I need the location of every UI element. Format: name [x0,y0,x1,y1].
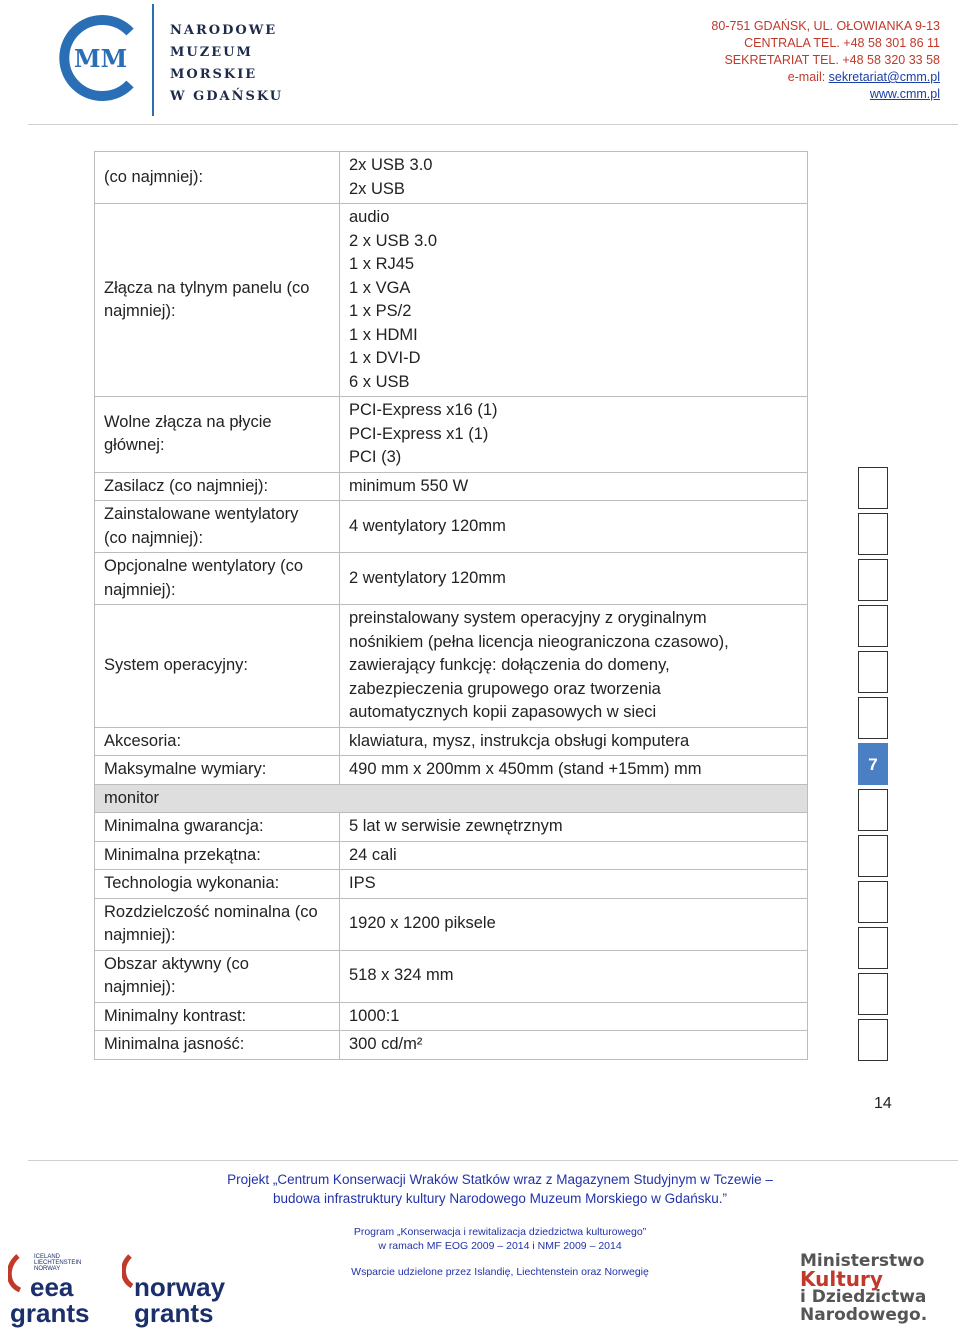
project-title-line: Projekt „Centrum Konserwacji Wraków Statków wraz z Magazynem Studyjnym w Tczewie – [227,1172,773,1187]
spec-label [95,553,340,605]
spec-value-line: 4 wentylatory 120mm [349,516,506,535]
side-tab[interactable] [858,467,888,509]
spec-label [95,397,340,473]
spec-row [95,501,808,553]
ministry-logo [800,1252,927,1324]
spec-value-line: preinstalowany system operacyjny z oryginalnym [349,609,707,627]
spec-value-line: PCI-Express x1 (1) [349,424,489,443]
spec-label-line: Minimalna przekątna: [104,845,261,864]
program-info [300,1225,700,1253]
spec-value [340,553,808,605]
spec-label-line: najmniej): [104,926,176,944]
spec-label-line: Minimalna gwarancja: [104,817,264,835]
side-tab[interactable] [858,651,888,693]
ministry-logo-line: Narodowego. [800,1305,928,1325]
eea-grants-logo [8,1250,118,1332]
spec-value-line: 1 x DVI-D [349,349,421,367]
spec-value-line: audio [349,208,390,226]
spec-label-line: Opcjonalne wentylatory (co [104,557,304,575]
program-line: Program „Konserwacja i rewitalizacja dziedzictwa kulturowego” [353,1226,647,1238]
side-tab[interactable] [858,605,888,647]
spec-row [95,870,808,899]
spec-label [95,605,340,728]
spec-row [95,756,808,785]
spec-row [95,727,808,756]
side-tab[interactable] [858,835,888,877]
spec-value-line: PCI (3) [349,448,402,466]
spec-value [340,1002,808,1031]
spec-label-line: Wolne złącza na płycie [104,412,272,431]
spec-value [340,756,808,785]
spec-value [340,152,808,204]
spec-label-line: (co najmniej): [104,167,204,186]
spec-value-line: klawiatura, mysz, instrukcja obsługi komputera [349,731,690,750]
spec-value-line: zabezpieczenia grupowego oraz tworzenia [349,679,661,698]
spec-label-line: Minimalna jasność: [104,1035,245,1053]
page-number: 14 [874,1095,892,1112]
museum-name-line: MUZEUM [170,45,253,60]
spec-label [95,472,340,501]
svg-text:MM: MM [74,44,128,73]
ministry-logo-line: Kultury [800,1267,883,1291]
spec-label-line: najmniej): [104,580,176,599]
spec-label-line: Zasilacz (co najmniej): [104,476,269,495]
header-divider [28,124,958,125]
spec-row [95,553,808,605]
spec-value-line: IPS [349,874,376,892]
spec-label-line: Rozdzielczość nominalna (co [104,902,318,921]
museum-name-line: W GDAŃSKU [170,89,284,104]
spec-value [340,501,808,553]
spec-row [95,605,808,728]
spec-row [95,1002,808,1031]
email-line [711,69,940,86]
project-title-line: budowa infrastruktury kultury Narodowego Muzeum Morskiego w Gdańsku.” [273,1191,727,1206]
museum-name-line: NARODOWE [170,23,278,38]
svg-text:eea: eea [30,1272,74,1302]
svg-text:NORWAY: NORWAY [34,1266,61,1272]
spec-label-line: System operacyjny: [104,656,248,674]
svg-text:grants: grants [10,1298,90,1328]
side-tab[interactable] [858,559,888,601]
footer-divider [28,1160,958,1161]
spec-row [95,204,808,397]
support-text: Wsparcie udzielone przez Islandię, Liechtenstein oraz Norwegię [351,1266,649,1278]
spec-value [340,1031,808,1060]
spec-value [340,204,808,397]
section-header-row [95,784,808,813]
spec-value-line: nośnikiem (pełna licencja nieograniczona czasowo), [349,632,729,651]
spec-table-body [95,152,808,1060]
program-line: w ramach MF EOG 2009 – 2014 i NMF 2009 – 2014 [378,1240,622,1252]
ministry-logo-line: i Dziedzictwa [800,1287,927,1307]
spec-value [340,841,808,870]
logo-divider [152,4,154,116]
phone-central: CENTRALA TEL. +48 58 301 86 11 [744,36,940,50]
spec-label-line: Złącza na tylnym panelu (co [104,278,310,297]
museum-logo-mark [52,14,140,102]
email-link[interactable]: sekretariat@cmm.pl [828,70,940,84]
spec-value-line: 2 x USB 3.0 [349,231,438,250]
spec-value-line: 2x USB 3.0 [349,156,433,174]
svg-text:ICELAND: ICELAND [34,1254,61,1260]
spec-value-line: 300 cd/m² [349,1035,423,1053]
spec-value-line: 24 cali [349,845,397,864]
side-tab[interactable] [858,973,888,1015]
spec-row [95,950,808,1002]
spec-value-line: 1 x RJ45 [349,255,415,273]
spec-value-line: 518 x 324 mm [349,966,454,985]
side-tab[interactable] [858,881,888,923]
spec-value-line: 1 x HDMI [349,325,418,344]
spec-value-line: 2 wentylatory 120mm [349,568,506,587]
spec-table [94,151,808,1060]
side-tab[interactable] [858,697,888,739]
spec-value [340,950,808,1002]
spec-row [95,1031,808,1060]
side-tab[interactable] [858,789,888,831]
spec-value-line: 6 x USB [349,372,410,391]
spec-label [95,1031,340,1060]
spec-label [95,756,340,785]
spec-row [95,898,808,950]
spec-label-line: Technologia wykonania: [104,874,280,892]
spec-value-line: 1 x VGA [349,278,411,297]
spec-label-line: Zainstalowane wentylatory [104,505,299,523]
website-link[interactable]: www.cmm.pl [869,87,940,101]
section-title: monitor [95,784,808,813]
svg-text:LIECHTENSTEIN: LIECHTENSTEIN [34,1260,82,1266]
spec-label-line: głównej: [104,436,165,455]
spec-value [340,397,808,473]
side-tab-active[interactable]: 7 [858,743,888,785]
spec-label-line: (co najmniej): [104,528,204,547]
museum-name-line: MORSKIE [170,67,258,82]
spec-label [95,950,340,1002]
spec-value-line: 1920 x 1200 piksele [349,914,496,933]
spec-label [95,204,340,397]
spec-label-line: najmniej): [104,302,176,320]
side-tab[interactable] [858,1019,888,1061]
spec-label-line: Obszar aktywny (co [104,954,249,973]
spec-value-line: 1000:1 [349,1006,400,1025]
spec-label [95,841,340,870]
spec-value [340,870,808,899]
spec-row [95,472,808,501]
side-tab[interactable] [858,513,888,555]
spec-value [340,727,808,756]
svg-text:grants: grants [134,1298,214,1328]
spec-label [95,152,340,204]
spec-row [95,813,808,842]
spec-row [95,152,808,204]
svg-text:norway: norway [134,1272,226,1302]
spec-table-container [94,151,808,1060]
spec-value-line: automatycznych kopii zapasowych w sieci [349,703,657,721]
spec-label [95,501,340,553]
spec-value-line: 1 x PS/2 [349,302,412,320]
ministry-logo-line: Ministerstwo [800,1251,925,1271]
spec-value [340,472,808,501]
side-tab[interactable] [858,927,888,969]
address: 80-751 GDAŃSK, UL. OŁOWIANKA 9-13 [711,19,940,33]
spec-label-line: Minimalny kontrast: [104,1006,247,1025]
spec-value [340,813,808,842]
spec-label-line: Maksymalne wymiary: [104,760,267,778]
spec-row [95,397,808,473]
contact-block [711,18,940,103]
spec-label [95,870,340,899]
project-title [200,1170,800,1208]
spec-value-line: 490 mm x 200mm x 450mm (stand +15mm) mm [349,760,702,778]
email-label: e-mail: [787,70,829,84]
spec-value [340,898,808,950]
spec-value [340,605,808,728]
spec-label-line: najmniej): [104,978,176,996]
spec-row [95,841,808,870]
spec-value-line: 5 lat w serwisie zewnętrznym [349,817,563,835]
spec-label [95,727,340,756]
museum-name [170,20,283,108]
spec-label-line: Akcesoria: [104,731,182,750]
spec-label [95,813,340,842]
spec-value-line: minimum 550 W [349,476,469,495]
spec-value-line: PCI-Express x16 (1) [349,401,498,419]
phone-secretariat: SEKRETARIAT TEL. +48 58 320 33 58 [724,53,940,67]
spec-label [95,898,340,950]
spec-value-line: zawierający funkcję: dołączenia do domeny, [349,656,670,674]
norway-grants-logo [122,1252,237,1332]
spec-value-line: 2x USB [349,179,405,198]
spec-label [95,1002,340,1031]
